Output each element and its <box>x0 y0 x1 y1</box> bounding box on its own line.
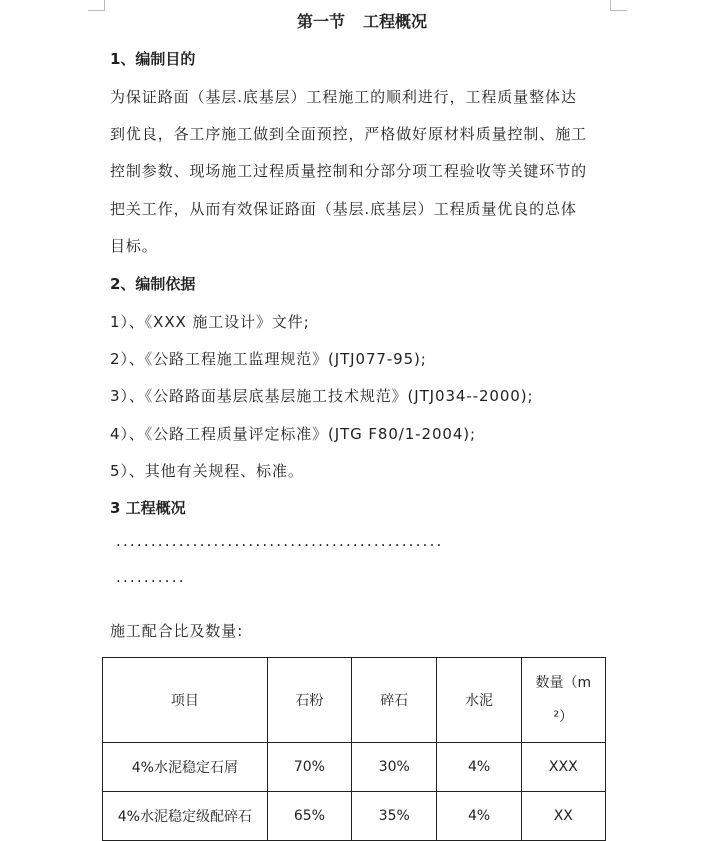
header-cell-stone-powder: 石粉 <box>267 658 351 743</box>
reference-item: 5）、其他有关规程、标准。 <box>110 462 304 480</box>
title-section-name: 工程概况 <box>363 12 428 31</box>
section1-line: 为保证路面（基层.底基层）工程施工的顺利进行，工程质量整体达 <box>110 88 577 106</box>
placeholder-dots: .......... <box>116 568 186 586</box>
quantity-header-line2: ²） <box>553 709 574 725</box>
header-cell-quantity <box>521 658 605 743</box>
table-caption: 施工配合比及数量: <box>110 622 244 640</box>
section1-line: 控制参数、现场施工过程质量控制和分部分项工程验收等关键环节的 <box>110 162 588 180</box>
table-row <box>103 743 606 792</box>
cell-gravel: 35% <box>352 792 437 841</box>
cell-stone-powder: 65% <box>267 792 351 841</box>
cell-gravel: 30% <box>352 743 437 792</box>
header-cell-item: 项目 <box>103 658 268 743</box>
section1-heading: 1、编制目的 <box>110 50 196 68</box>
table-header-row <box>103 658 606 743</box>
page-title <box>110 9 614 32</box>
cell-cement: 4% <box>437 743 521 792</box>
section2-heading: 2、编制依据 <box>110 275 196 293</box>
title-section-number: 第一节 <box>296 12 345 31</box>
cell-item: 4%水泥稳定石屑 <box>103 743 268 792</box>
cell-quantity: XX <box>521 792 605 841</box>
header-cell-gravel: 碎石 <box>352 658 437 743</box>
placeholder-dots: ............................................... <box>116 532 444 550</box>
cell-cement: 4% <box>437 792 521 841</box>
reference-item: 1）、《XXX 施工设计》文件; <box>110 313 310 331</box>
section1-line: 把关工作，从而有效保证路面（基层.底基层）工程质量优良的总体 <box>110 200 577 218</box>
reference-item: 2）、《公路工程施工监理规范》(JTJ077-95); <box>110 350 427 368</box>
mix-ratio-table <box>102 657 606 841</box>
table-row <box>103 792 606 841</box>
reference-item: 4）、《公路工程质量评定标准》(JTG F80/1-2004); <box>110 425 476 443</box>
page-corner-mark-left <box>88 0 105 11</box>
section3-heading: 3 工程概况 <box>110 499 186 517</box>
cell-quantity: XXX <box>521 743 605 792</box>
reference-item: 3）、《公路路面基层底基层施工技术规范》(JTJ034--2000); <box>110 387 534 405</box>
section1-line: 到优良，各工序施工做到全面预控，严格做好原材料质量控制、施工 <box>110 125 588 143</box>
section1-line: 目标。 <box>110 237 158 255</box>
cell-item: 4%水泥稳定级配碎石 <box>103 792 268 841</box>
cell-stone-powder: 70% <box>267 743 351 792</box>
header-cell-cement: 水泥 <box>437 658 521 743</box>
quantity-header-line1: 数量（m <box>535 675 592 691</box>
